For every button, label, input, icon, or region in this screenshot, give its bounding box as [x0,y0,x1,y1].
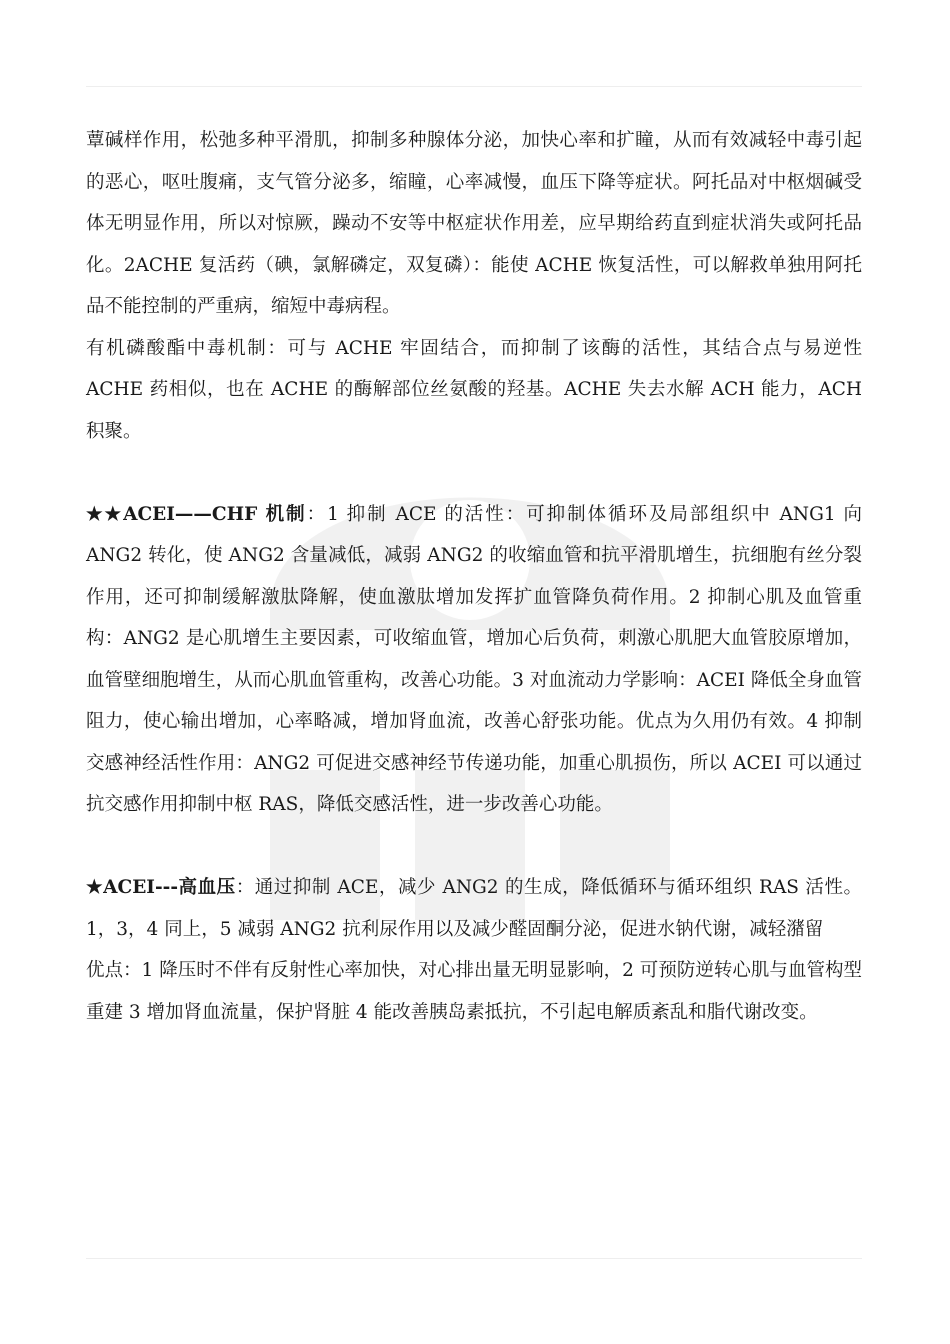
footer-rule [86,1258,862,1259]
paragraph-spacer [86,452,862,494]
paragraph-acei-advantages: 优点：1 降压时不伴有反射性心率加快，对心排出量无明显影响，2 可预防逆转心肌与血管构型重建 3 增加肾血流量，保护肾脏 4 能改善胰岛素抵抗，不引起电解质紊乱和脂代谢改变。 [86,960,862,1023]
acei-hypertension-body: ：通过抑制 ACE，减少 ANG2 的生成，降低循环与循环组织 RAS 活性。1，3，4 同上，5 减弱 ANG2 抗利尿作用以及减少醛固酮分泌，促进水钠代谢，减轻潴留 [86,877,863,940]
paragraph-atropine-effects: 蕈碱样作用，松弛多种平滑肌，抑制多种腺体分泌，加快心率和扩瞳，从而有效减轻中毒引起的恶心，呕吐腹痛，支气管分泌多，缩瞳，心率减慢，血压下降等症状。阿托品对中枢烟碱受体无明显作用，所以对惊厥，躁动不安等中枢症状作用差，应早期给药直到症状消失或阿托品化。2ACHE 复活药（碘，氯解磷定，双复磷）：能使 ACHE 恢复活性，可以解救单独用阿托品不能控制的严重病，缩短中毒病程。 [86,130,862,317]
document-body [86,120,868,1033]
acei-hypertension-heading: ★ACEI---高血压 [86,877,236,898]
paragraph-organophosphate-mechanism: 有机磷酸酯中毒机制：可与 ACHE 牢固结合，而抑制了该酶的活性，其结合点与易逆性 ACHE 药相似，也在 ACHE 的酶解部位丝氨酸的羟基。ACHE 失去水解 ACH 能力，ACH 积聚。 [86,337,868,442]
header-rule [86,86,862,87]
paragraph-acei-hypertension [86,867,862,950]
acei-chf-body: ：1 抑制 ACE 的活性：可抑制体循环及局部组织中 ANG1 向 ANG2 转化，使 ANG2 含量减低，减弱 ANG2 的收缩血管和抗平滑肌增生，抗细胞有丝分裂作用，还可抑制缓解激肽降解，使血激肽增加发挥扩血管降负荷作用。2 抑制心肌及血管重构：ANG2 是心肌增生主要因素，可收缩血管，增加心后负荷，刺激心肌肥大血管胶原增加，血管壁细胞增生，从而心肌血管重构，改善心功能。3 对血流动力学影响：ACEI 降低全身血管阻力，使心输出增加，心率略减，增加肾血流，改善心舒张功能。优点为久用仍有效。4 抑制交感神经活性作用：ANG2 可促进交感神经节传递功能，加重心肌损伤，所以 ACEI 可以通过抗交感作用抑制中枢 RAS，降低交感活性，进一步改善心功能。 [86,503,868,815]
paragraph-acei-chf [86,494,868,826]
paragraph-spacer [86,826,862,868]
acei-chf-heading: ★★ACEI——CHF 机制 [86,503,307,525]
